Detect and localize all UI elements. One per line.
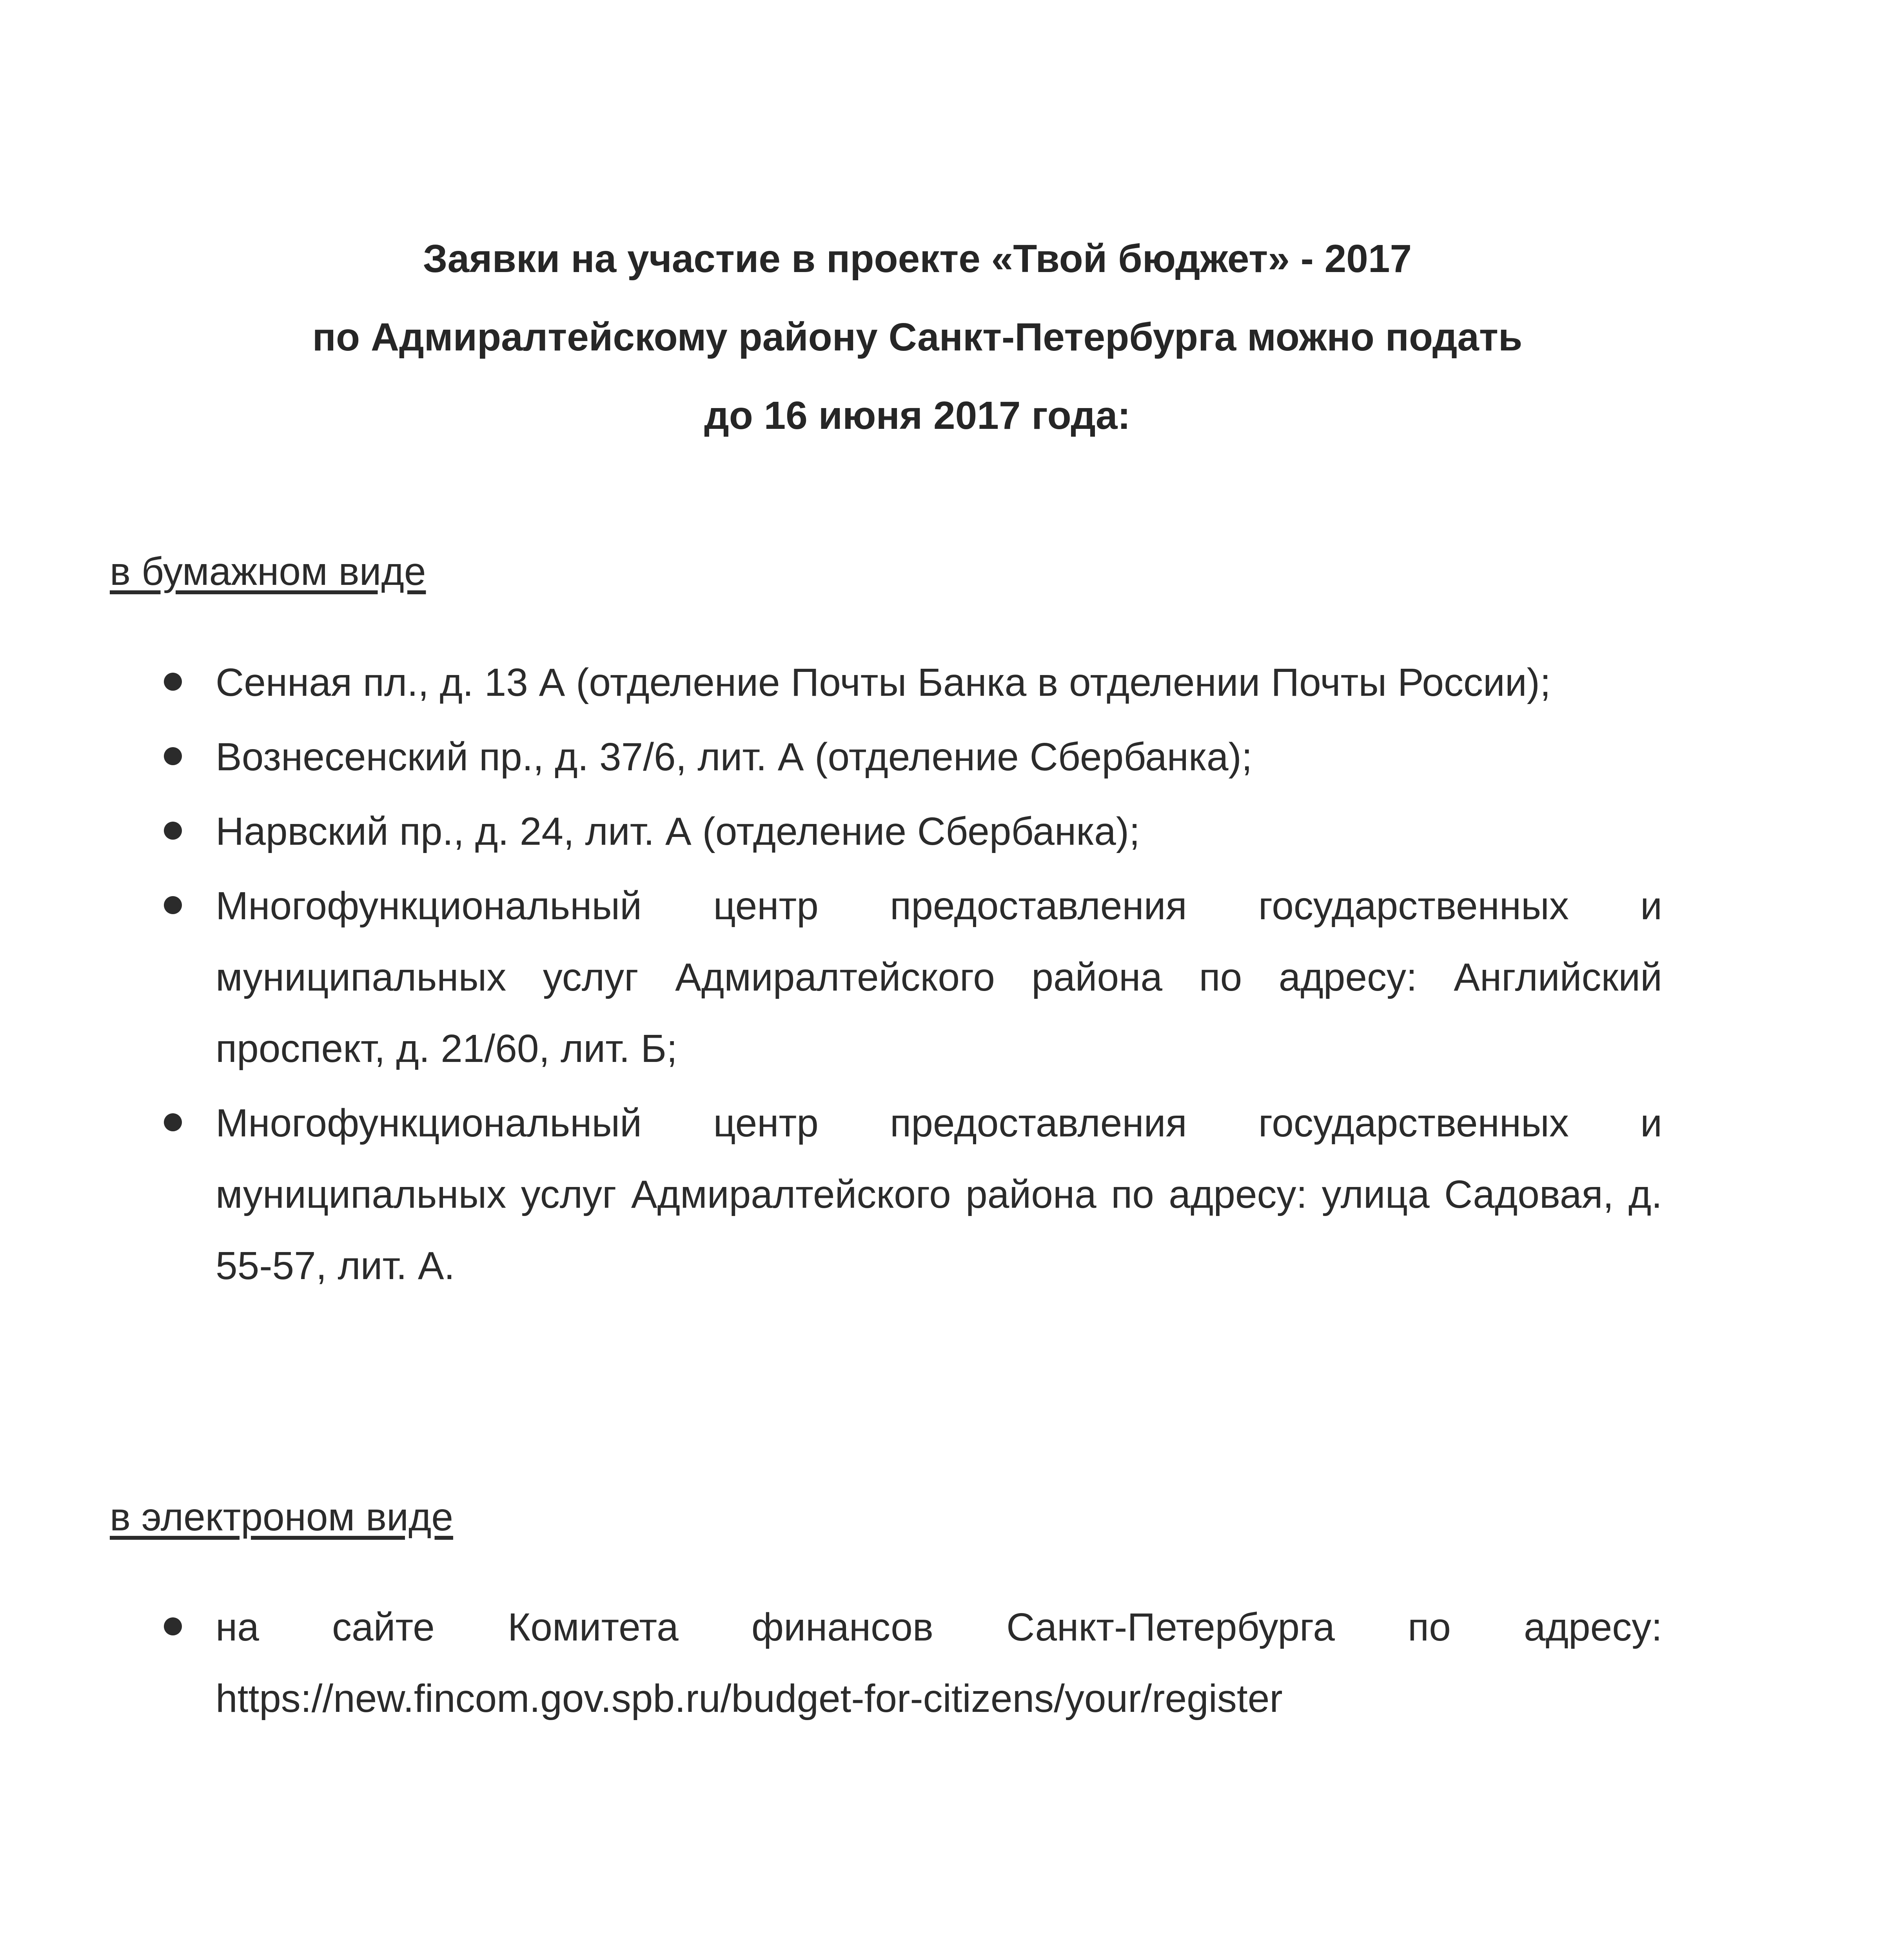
section-heading-paper: в бумажном виде [110,550,426,593]
bullet-icon [164,1617,182,1635]
electronic-submission-list [157,1592,1662,1737]
list-item-text: Вознесенский пр., д. 37/6, лит. А (отделение Сбербанка); [216,735,1253,779]
list-item [157,870,1662,1084]
list-item-text: на сайте Комитета финансов Санкт-Петербурга по адресу: https://new.fincom.gov.spb.ru/budget-for-citizens/your/register [216,1605,1662,1720]
bullet-icon [164,673,182,691]
list-item [157,1592,1662,1734]
list-item [157,647,1662,718]
list-item-text: Сенная пл., д. 13 А (отделение Почты Банка в отделении Почты России); [216,661,1551,704]
list-item-text: Многофункциональный центр предоставления государственных и муниципальных услуг Адмиралтейского района по адресу: улица Садовая, д. 55-57, лит. А. [216,1101,1662,1288]
document-title [165,220,1670,455]
bullet-icon [164,822,182,840]
bullet-icon [164,747,182,765]
list-item [157,796,1662,867]
title-line-2: по Адмиралтейскому району Санкт-Петербурга можно подать [312,315,1523,359]
title-line-1: Заявки на участие в проекте «Твой бюджет» - 2017 [423,237,1412,281]
paper-locations-list [157,647,1662,1305]
bullet-icon [164,1113,182,1131]
list-item-text: Многофункциональный центр предоставления государственных и муниципальных услуг Адмиралтейского района по адресу: Английский проспект, д. 21/60, лит. Б; [216,884,1662,1071]
title-line-3: до 16 июня 2017 года: [704,394,1131,437]
list-item-text: Нарвский пр., д. 24, лит. А (отделение Сбербанка); [216,809,1140,853]
list-item [157,1087,1662,1301]
bullet-icon [164,896,182,914]
list-item [157,721,1662,793]
section-heading-electronic: в электроном виде [110,1495,453,1539]
